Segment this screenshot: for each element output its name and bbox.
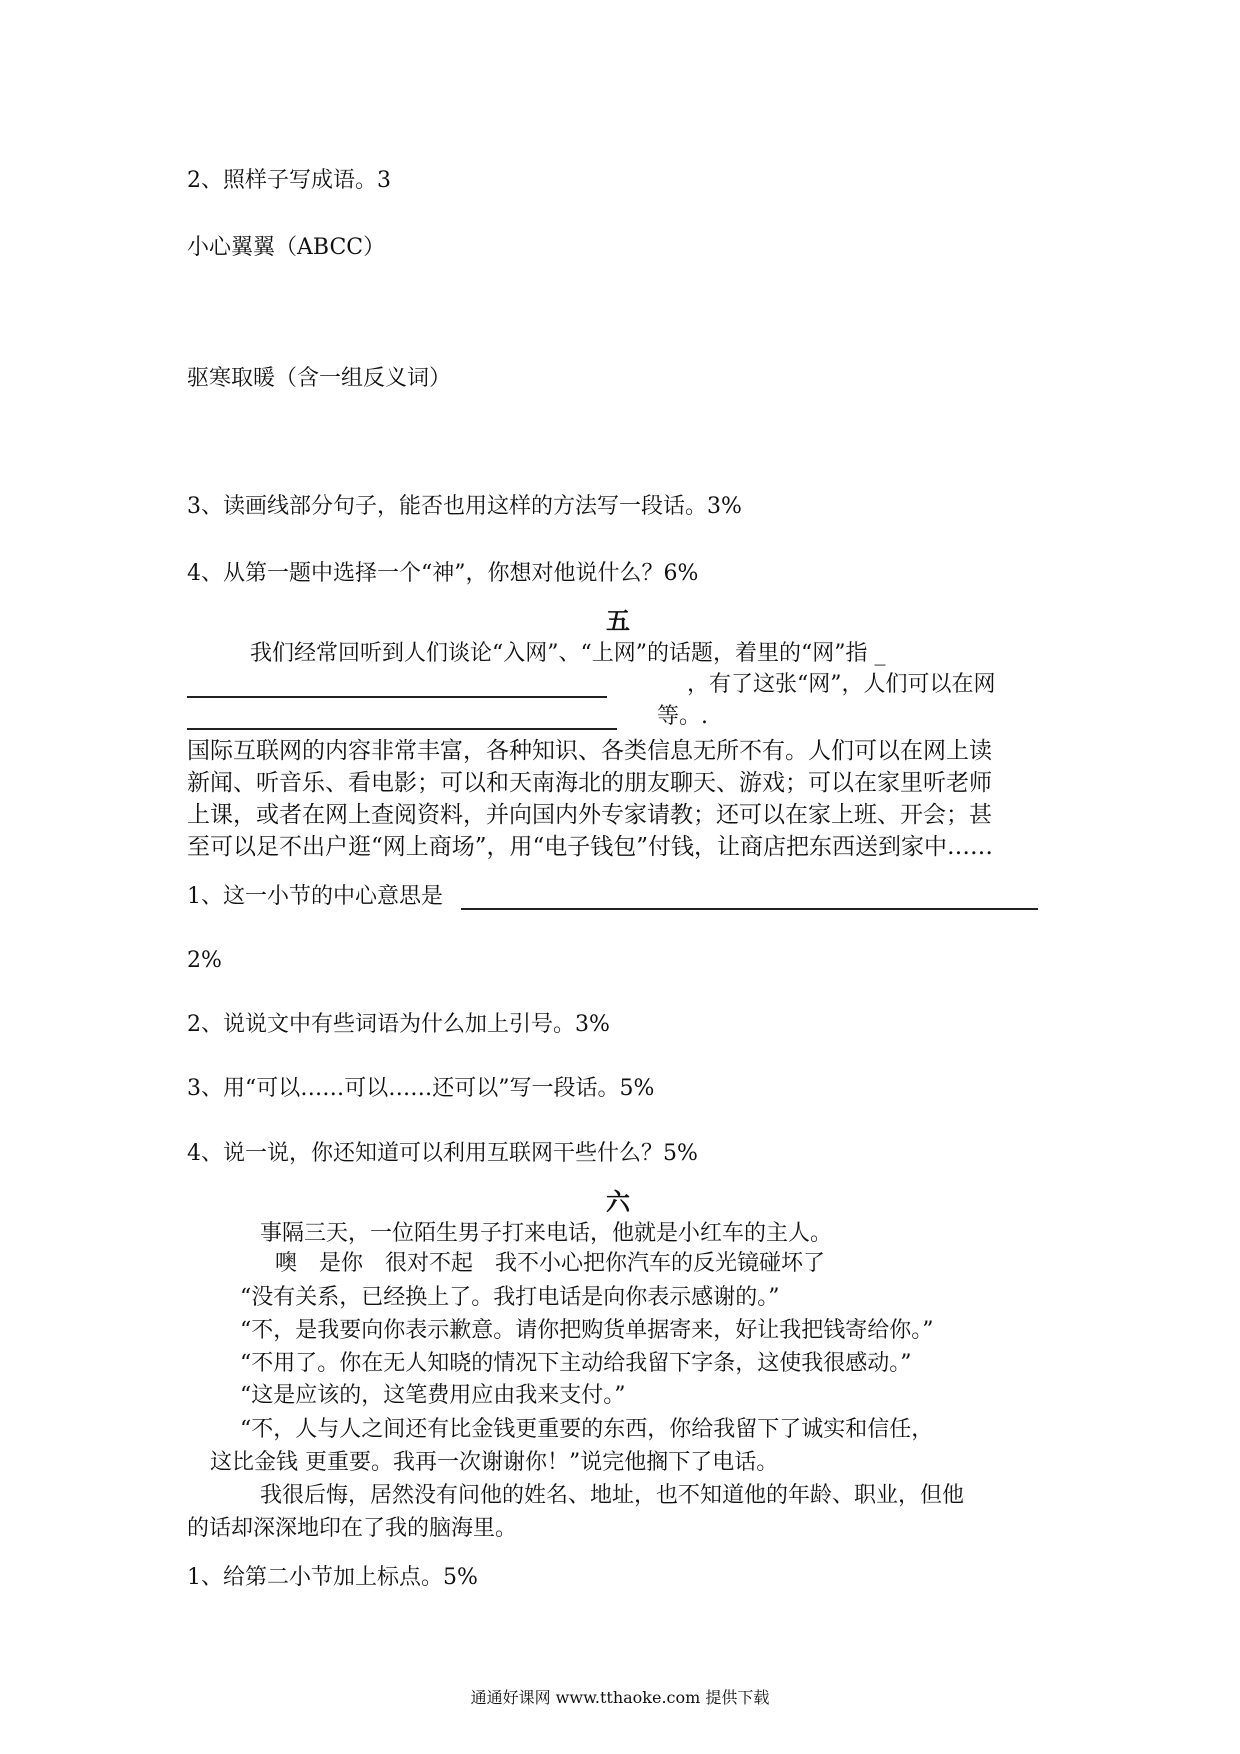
paragraph-2-line-2: 新闻、听音乐、看电影；可以和天南海北的朋友聊天、游戏；可以在家里听老师	[187, 770, 992, 796]
question-1-main-idea: 1、这一小节的中心意思是	[187, 884, 443, 909]
paragraph-1-line-3: 等。.	[657, 704, 708, 729]
story-line-1: 事隔三天，一位陌生男子打来电话，他就是小红车的主人。	[260, 1221, 833, 1246]
story-line-6: “这是应该的，这笔费用应由我来支付。”	[240, 1383, 626, 1408]
story-line-3: “没有关系，已经换上了。我打电话是向你表示感谢的。”	[240, 1285, 780, 1310]
section-6-title: 六	[606, 1187, 630, 1216]
question-2-quotes: 2、说说文中有些词语为什么加上引号。3%	[187, 1012, 610, 1037]
question-4-shen: 4、从第一题中选择一个“神”，你想对他说什么？6%	[187, 561, 699, 586]
question-2-idioms: 2、照样子写成语。3	[187, 168, 391, 193]
question-3-underlined: 3、读画线部分句子，能否也用这样的方法写一段话。3%	[187, 494, 742, 519]
question-1-score: 2%	[187, 948, 222, 973]
story-line-4: “不，是我要向你表示歉意。请你把购货单据寄来，好让我把钱寄给你。”	[240, 1318, 934, 1343]
story-line-10: 的话却深深地印在了我的脑海里。	[187, 1516, 518, 1541]
idiom-example-antonyms: 驱寒取暖（含一组反义词）	[187, 366, 452, 391]
story-line-2: 噢 是你 很对不起 我不小心把你汽车的反光镜碰坏了	[275, 1251, 826, 1276]
paragraph-2-line-3: 上课，或者在网上查阅资料，并向国内外专家请教；还可以在家上班、开会；甚	[187, 802, 992, 828]
story-line-5: “不用了。你在无人知晓的情况下主动给我留下字条，这使我很感动。”	[240, 1351, 912, 1376]
story-line-9: 我很后悔，居然没有问他的姓名、地址，也不知道他的年龄、职业，但他	[260, 1483, 965, 1508]
paragraph-1-line-1: 我们经常回听到人们谈论“入网”、“上网”的话题，着里的“网”指 _	[250, 641, 886, 666]
answer-blank-1	[187, 696, 607, 698]
paragraph-2-line-4: 至可以足不出户逛“网上商场”，用“电子钱包”付钱，让商店把东西送到家中……	[187, 834, 994, 860]
story-line-8: 这比金钱 更重要。我再一次谢谢你！”说完他搁下了电话。	[210, 1450, 779, 1475]
answer-blank-main-idea	[461, 908, 1038, 910]
question-1-punctuation: 1、给第二小节加上标点。5%	[187, 1565, 478, 1590]
footer-credit: 通通好课网 www.tthaoke.com 提供下载	[470, 1688, 770, 1707]
story-line-7: “不，人与人之间还有比金钱更重要的东西，你给我留下了诚实和信任，	[240, 1417, 934, 1442]
question-4-internet: 4、说一说，你还知道可以利用互联网干些什么？5%	[187, 1141, 698, 1166]
paragraph-1-line-2: ，有了这张“网”，人们可以在网	[687, 672, 996, 697]
idiom-example-abcc: 小心翼翼（ABCC）	[187, 235, 386, 260]
question-3-keyi: 3、用“可以……可以……还可以”写一段话。5%	[187, 1076, 655, 1101]
answer-blank-2	[187, 728, 617, 730]
paragraph-2-line-1: 国际互联网的内容非常丰富，各种知识、各类信息无所不有。人们可以在网上读	[187, 738, 992, 764]
section-5-title: 五	[606, 606, 630, 635]
